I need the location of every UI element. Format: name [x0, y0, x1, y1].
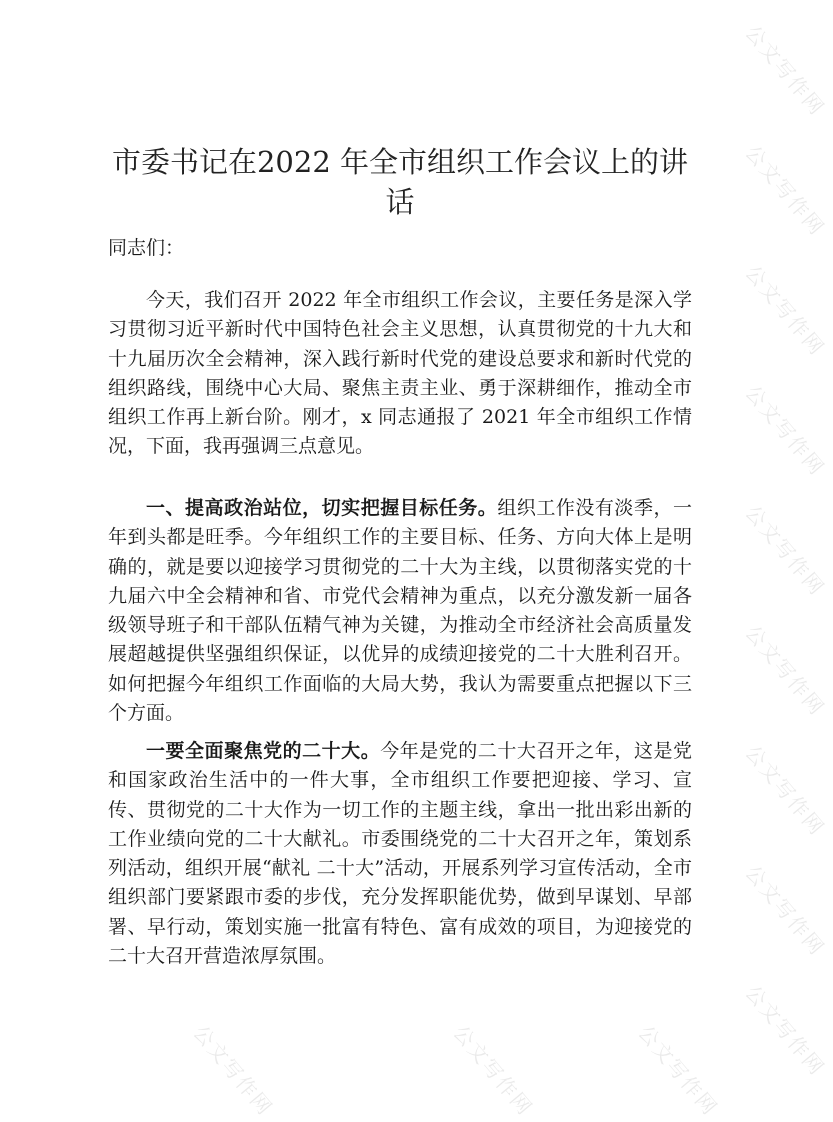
section-heading: 一、提高政治站位，切实把握目标任务。: [146, 497, 498, 519]
watermark: 公文写作网: [633, 1020, 723, 1121]
watermark: 公文写作网: [740, 20, 830, 121]
subsection-heading: 一要全面聚焦党的二十大。: [146, 740, 381, 762]
paragraph-subsection-one: [108, 737, 692, 971]
watermark: 公文写作网: [188, 1020, 278, 1121]
watermark: 公文写作网: [740, 860, 830, 961]
watermark: 公文写作网: [740, 620, 830, 721]
document-title: 市委书记在2022 年全市组织工作会议上的讲话: [111, 145, 689, 219]
paragraph-section-one: [108, 494, 692, 728]
watermark: 公文写作网: [740, 260, 830, 361]
watermark: 公文写作网: [740, 740, 830, 841]
watermark: 公文写作网: [740, 140, 830, 241]
subsection-body: 今年是党的二十大召开之年，这是党和国家政治生活中的一件大事，全市组织工作要把迎接、学习、宣传、贯彻党的二十大作为一切工作的主题主线，拿出一批出彩出新的工作业绩向党的二十大献礼。市委围绕党的二十大召开之年，策划系列活动，组织开展“献礼 二十大”活动，开展系列学习宣传活动，全市组织部门要紧跟市委的步伐，充分发挥职能优势，做到早谋划、早部署、早行动，策划实施一批富有特色、富有成效的项目，为迎接党的二十大召开营造浓厚氛围。: [108, 740, 692, 968]
watermark: 公文写作网: [740, 380, 830, 481]
watermark: 公文写作网: [740, 500, 830, 601]
watermark: 公文写作网: [740, 980, 830, 1081]
section-body: 组织工作没有淡季，一年到头都是旺季。今年组织工作的主要目标、任务、方向大体上是明确的，就是要以迎接学习贯彻党的二十大为主线，以贯彻落实党的十九届六中全会精神和省、市党代会精神为重点，以充分激发新一届各级领导班子和干部队伍精气神为关键，为推动全市经济社会高质量发展超越提供坚强组织保证，以优异的成绩迎接党的二十大胜利召开。如何把握今年组织工作面临的大局大势，我认为需要重点把握以下三个方面。: [108, 497, 692, 725]
salutation: 同志们：: [108, 237, 185, 259]
watermark: 公文写作网: [448, 1020, 538, 1121]
paragraph-intro: 今天，我们召开 2022 年全市组织工作会议，主要任务是深入学习贯彻习近平新时代中国特色社会主义思想，认真贯彻党的十九大和十九届历次全会精神，深入践行新时代党的建设总要求和新时代党的组织路线，围绕中心大局、聚焦主责主业、勇于深耕细作，推动全市组织工作再上新台阶。刚才，x 同志通报了 2021 年全市组织工作情况，下面，我再强调三点意见。: [108, 289, 692, 458]
